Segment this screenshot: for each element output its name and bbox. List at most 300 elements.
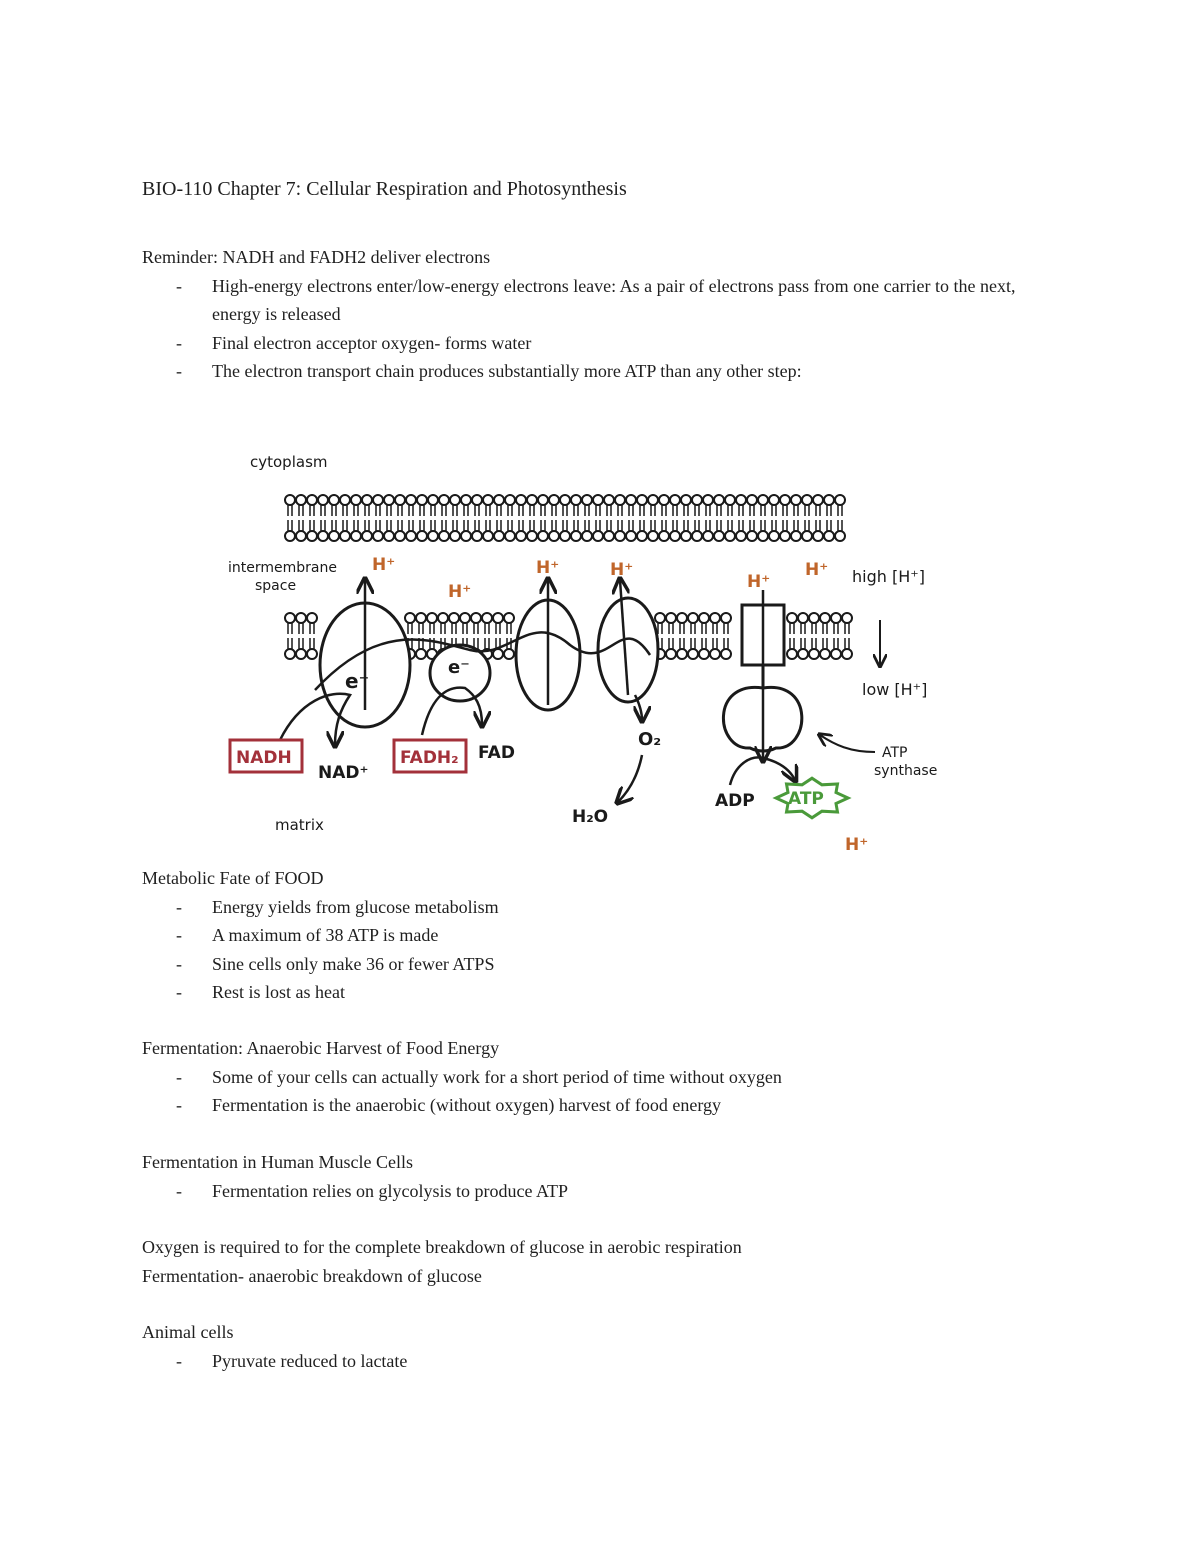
- phospholipid-tail: [288, 505, 292, 516]
- list-item: [142, 1177, 1042, 1206]
- section-fermentation: [142, 1034, 1042, 1120]
- phospholipid-head: [809, 613, 819, 623]
- phospholipid-head: [802, 495, 812, 505]
- phospholipid-tail: [485, 623, 489, 634]
- phospholipid-tail: [805, 520, 809, 531]
- phospholipid-head: [538, 531, 548, 541]
- phospholipid-tail: [409, 505, 413, 516]
- phospholipid-head: [637, 531, 647, 541]
- phospholipid-head: [549, 531, 559, 541]
- nad-label: NAD⁺: [318, 763, 369, 783]
- phospholipid-tail: [354, 520, 358, 531]
- phospholipid-tail: [585, 505, 589, 516]
- outer-membrane: [285, 495, 845, 541]
- phospholipid-tail: [706, 505, 710, 516]
- phospholipid-tail: [321, 505, 325, 516]
- section-heading: Fermentation in Human Muscle Cells: [142, 1152, 413, 1172]
- phospholipid-tail: [508, 520, 512, 531]
- phospholipid-tail: [691, 623, 695, 634]
- phospholipid-head: [416, 613, 426, 623]
- phospholipid-head: [329, 495, 339, 505]
- phospholipid-tail: [419, 623, 423, 634]
- phospholipid-tail: [695, 520, 699, 531]
- list-item-text: High-energy electrons enter/low-energy electrons leave: As a pair of electrons pass from one carrier to the next, energy is released: [212, 275, 1016, 324]
- phospholipid-tail: [816, 505, 820, 516]
- list-item-text: Fermentation is the anaerobic (without oxygen) harvest of food energy: [212, 1095, 722, 1115]
- phospholipid-tail: [442, 505, 446, 516]
- bullet-list: [142, 1063, 1042, 1120]
- phospholipid-head: [842, 613, 852, 623]
- cytoplasm-label: cytoplasm: [250, 453, 328, 471]
- section-heading: Fermentation: Anaerobic Harvest of Food Energy: [142, 1038, 500, 1058]
- phospholipid-head: [831, 613, 841, 623]
- phospholipid-tail: [790, 638, 794, 649]
- oxygen-label: O₂: [638, 729, 662, 750]
- phospholipid-head: [571, 495, 581, 505]
- phospholipid-tail: [430, 638, 434, 649]
- phospholipid-head: [450, 531, 460, 541]
- phospholipid-tail: [408, 623, 412, 634]
- phospholipid-head: [813, 531, 823, 541]
- phospholipid-tail: [507, 623, 511, 634]
- proton-label: H⁺: [372, 555, 396, 575]
- phospholipid-tail: [739, 505, 743, 516]
- phospholipid-head: [285, 613, 295, 623]
- phospholipid-tail: [669, 638, 673, 649]
- phospholipid-head: [747, 531, 757, 541]
- list-item-text: The electron transport chain produces substantially more ATP than any other step:: [212, 361, 802, 381]
- bullet-dash: -: [176, 925, 182, 945]
- phospholipid-head: [296, 649, 306, 659]
- phospholipid-tail: [343, 520, 347, 531]
- phospholipid-head: [329, 531, 339, 541]
- phospholipid-tail: [288, 520, 292, 531]
- phospholipid-tail: [464, 520, 468, 531]
- phospholipid-head: [405, 613, 415, 623]
- phospholipid-tail: [607, 505, 611, 516]
- phospholipid-head: [721, 649, 731, 659]
- bullet-list: [142, 1177, 1042, 1206]
- phospholipid-tail: [441, 623, 445, 634]
- phospholipid-head: [835, 531, 845, 541]
- phospholipid-head: [307, 531, 317, 541]
- phospholipid-head: [384, 531, 394, 541]
- phospholipid-tail: [761, 520, 765, 531]
- phospholipid-tail: [376, 520, 380, 531]
- phospholipid-tail: [640, 505, 644, 516]
- bullet-dash: -: [176, 1066, 182, 1087]
- phospholipid-tail: [651, 505, 655, 516]
- phospholipid-head: [373, 495, 383, 505]
- phospholipid-tail: [812, 638, 816, 649]
- phospholipid-head: [505, 531, 515, 541]
- phospholipid-head: [538, 495, 548, 505]
- phospholipid-head: [395, 495, 405, 505]
- phospholipid-head: [307, 613, 317, 623]
- section-heading: Reminder: NADH and FADH2 deliver electrons: [142, 247, 491, 267]
- synthase-pointer: [820, 735, 875, 752]
- bullet-dash: -: [176, 332, 182, 353]
- section-reminder: [142, 243, 1042, 386]
- list-item-text: Energy yields from glucose metabolism: [212, 896, 499, 917]
- phospholipid-tail: [387, 520, 391, 531]
- phospholipid-tail: [310, 505, 314, 516]
- phospholipid-head: [516, 495, 526, 505]
- phospholipid-tail: [299, 505, 303, 516]
- phospholipid-head: [340, 531, 350, 541]
- phospholipid-tail: [684, 505, 688, 516]
- phospholipid-tail: [827, 520, 831, 531]
- phospholipid-tail: [463, 623, 467, 634]
- phospholipid-head: [494, 495, 504, 505]
- phospholipid-tail: [728, 520, 732, 531]
- bullet-list: [142, 893, 1042, 1007]
- phospholipid-tail: [805, 505, 809, 516]
- bullet-dash: -: [176, 1350, 182, 1371]
- note-line: Oxygen is required to for the complete breakdown of glucose in aerobic respiration: [142, 1237, 742, 1257]
- phospholipid-tail: [486, 505, 490, 516]
- list-item: [142, 272, 1042, 329]
- list-item-text: Fermentation relies on glycolysis to produce ATP: [212, 1180, 568, 1201]
- matrix-label: matrix: [275, 816, 324, 834]
- phospholipid-tail: [750, 505, 754, 516]
- phospholipid-tail: [474, 623, 478, 634]
- phospholipid-tail: [739, 520, 743, 531]
- phospholipid-head: [714, 495, 724, 505]
- phospholipid-head: [721, 613, 731, 623]
- phospholipid-head: [692, 531, 702, 541]
- phospholipid-head: [395, 531, 405, 541]
- phospholipid-tail: [420, 505, 424, 516]
- phospholipid-head: [681, 531, 691, 541]
- phospholipid-head: [351, 495, 361, 505]
- high-concentration-label: high [H⁺]: [852, 567, 925, 586]
- proton-label: H⁺: [747, 572, 771, 592]
- phospholipid-tail: [431, 505, 435, 516]
- phospholipid-tail: [790, 623, 794, 634]
- fadh2-label: FADH₂: [400, 748, 459, 768]
- phospholipid-tail: [691, 638, 695, 649]
- phospholipid-head: [791, 531, 801, 541]
- phospholipid-tail: [680, 623, 684, 634]
- phospholipid-tail: [717, 520, 721, 531]
- proton-label: H⁺: [610, 560, 634, 580]
- phospholipid-head: [450, 495, 460, 505]
- phospholipid-tail: [629, 520, 633, 531]
- phospholipid-head: [842, 649, 852, 659]
- phospholipid-head: [659, 531, 669, 541]
- adp-label: ADP: [715, 791, 755, 811]
- phospholipid-head: [307, 649, 317, 659]
- phospholipid-tail: [398, 520, 402, 531]
- intermembrane-label: intermembrane: [228, 560, 337, 576]
- phospholipid-tail: [552, 520, 556, 531]
- phospholipid-tail: [530, 520, 534, 531]
- phospholipid-head: [340, 495, 350, 505]
- phospholipid-head: [758, 531, 768, 541]
- phospholipid-tail: [321, 520, 325, 531]
- phospholipid-tail: [519, 505, 523, 516]
- proton-label: H⁺: [536, 558, 560, 578]
- phospholipid-head: [296, 613, 306, 623]
- phospholipid-head: [648, 495, 658, 505]
- phospholipid-tail: [783, 505, 787, 516]
- low-concentration-label: low [H⁺]: [862, 680, 928, 699]
- phospholipid-tail: [618, 505, 622, 516]
- fad-label: FAD: [478, 743, 515, 763]
- bullet-list: [142, 1347, 1042, 1376]
- phospholipid-tail: [519, 520, 523, 531]
- phospholipid-head: [318, 531, 328, 541]
- phospholipid-head: [780, 495, 790, 505]
- phospholipid-tail: [662, 520, 666, 531]
- water-arrow: [618, 755, 642, 802]
- phospholipid-head: [351, 531, 361, 541]
- list-item-text: Sine cells only make 36 or fewer ATPS: [212, 953, 495, 974]
- phospholipid-head: [483, 531, 493, 541]
- phospholipid-head: [438, 613, 448, 623]
- phospholipid-tail: [607, 520, 611, 531]
- bullet-dash: -: [176, 1180, 182, 1201]
- phospholipid-head: [582, 495, 592, 505]
- phospholipid-tail: [812, 623, 816, 634]
- phospholipid-tail: [530, 505, 534, 516]
- phospholipid-head: [626, 495, 636, 505]
- section-animal-cells: [142, 1318, 1042, 1375]
- phospholipid-head: [791, 495, 801, 505]
- phospholipid-head: [505, 495, 515, 505]
- phospholipid-head: [527, 531, 537, 541]
- bullet-dash: -: [176, 361, 182, 381]
- section-heading: Metabolic Fate of FOOD: [142, 868, 324, 888]
- phospholipid-head: [604, 495, 614, 505]
- phospholipid-head: [285, 495, 295, 505]
- phospholipid-tail: [823, 623, 827, 634]
- phospholipid-tail: [684, 520, 688, 531]
- water-label: H₂O: [572, 807, 609, 827]
- phospholipid-tail: [299, 623, 303, 634]
- phospholipid-tail: [834, 623, 838, 634]
- list-item: [142, 893, 1042, 922]
- phospholipid-tail: [695, 505, 699, 516]
- phospholipid-tail: [475, 520, 479, 531]
- phospholipid-tail: [794, 520, 798, 531]
- list-item-text: Some of your cells can actually work for a short period of time without oxygen: [212, 1066, 782, 1087]
- phospholipid-tail: [783, 520, 787, 531]
- phospholipid-head: [427, 613, 437, 623]
- phospholipid-head: [626, 531, 636, 541]
- phospholipid-head: [703, 495, 713, 505]
- phospholipid-tail: [486, 520, 490, 531]
- phospholipid-tail: [398, 505, 402, 516]
- phospholipid-tail: [838, 505, 842, 516]
- phospholipid-head: [666, 613, 676, 623]
- phospholipid-head: [428, 531, 438, 541]
- phospholipid-head: [483, 495, 493, 505]
- phospholipid-tail: [288, 623, 292, 634]
- phospholipid-head: [516, 531, 526, 541]
- phospholipid-tail: [772, 505, 776, 516]
- phospholipid-head: [560, 531, 570, 541]
- phospholipid-tail: [827, 505, 831, 516]
- phospholipid-head: [677, 649, 687, 659]
- phospholipid-head: [296, 495, 306, 505]
- phospholipid-head: [461, 531, 471, 541]
- phospholipid-head: [813, 495, 823, 505]
- list-item: [142, 329, 1042, 358]
- list-item: [142, 1347, 1042, 1376]
- list-item-text: Rest is lost as heat: [212, 982, 345, 1002]
- phospholipid-head: [593, 531, 603, 541]
- phospholipid-tail: [596, 505, 600, 516]
- phospholipid-tail: [724, 623, 728, 634]
- phospholipid-head: [615, 531, 625, 541]
- phospholipid-tail: [332, 505, 336, 516]
- phospholipid-tail: [651, 520, 655, 531]
- phospholipid-tail: [409, 520, 413, 531]
- phospholipid-head: [820, 649, 830, 659]
- phospholipid-head: [688, 613, 698, 623]
- phospholipid-tail: [464, 505, 468, 516]
- section-heading: Animal cells: [142, 1322, 234, 1342]
- phospholipid-tail: [365, 505, 369, 516]
- phospholipid-head: [571, 531, 581, 541]
- phospholipid-head: [449, 613, 459, 623]
- phospholipid-tail: [420, 520, 424, 531]
- phospholipid-tail: [816, 520, 820, 531]
- phospholipid-head: [831, 649, 841, 659]
- phospholipid-head: [493, 613, 503, 623]
- phospholipid-head: [710, 649, 720, 659]
- phospholipid-head: [802, 531, 812, 541]
- phospholipid-head: [285, 531, 295, 541]
- phospholipid-head: [809, 649, 819, 659]
- phospholipid-tail: [310, 520, 314, 531]
- phospholipid-tail: [680, 638, 684, 649]
- section-oxygen-notes: [142, 1233, 1042, 1290]
- phospholipid-head: [758, 495, 768, 505]
- phospholipid-head: [296, 531, 306, 541]
- phospholipid-tail: [728, 505, 732, 516]
- phospholipid-head: [798, 649, 808, 659]
- phospholipid-head: [593, 495, 603, 505]
- phospholipid-head: [417, 495, 427, 505]
- phospholipid-tail: [452, 623, 456, 634]
- phospholipid-tail: [574, 520, 578, 531]
- etc-diagram-svg: [210, 440, 970, 860]
- list-item: [142, 357, 1042, 386]
- phospholipid-head: [560, 495, 570, 505]
- phospholipid-tail: [541, 505, 545, 516]
- phospholipid-head: [835, 495, 845, 505]
- phospholipid-head: [406, 531, 416, 541]
- phospholipid-tail: [475, 505, 479, 516]
- section-metabolic-fate: [142, 864, 1042, 1007]
- phospholipid-head: [482, 613, 492, 623]
- phospholipid-head: [494, 531, 504, 541]
- phospholipid-head: [439, 531, 449, 541]
- phospholipid-head: [648, 531, 658, 541]
- phospholipid-head: [285, 649, 295, 659]
- phospholipid-head: [824, 495, 834, 505]
- phospholipid-head: [604, 531, 614, 541]
- phospholipid-head: [615, 495, 625, 505]
- phospholipid-tail: [343, 505, 347, 516]
- phospholipid-tail: [496, 623, 500, 634]
- phospholipid-head: [670, 495, 680, 505]
- list-item: [142, 950, 1042, 979]
- page-title: BIO-110 Chapter 7: Cellular Respiration and Photosynthesis: [142, 178, 627, 200]
- phospholipid-tail: [662, 505, 666, 516]
- intermembrane-label: space: [255, 578, 297, 594]
- phospholipid-tail: [310, 623, 314, 634]
- phospholipid-tail: [596, 520, 600, 531]
- phospholipid-tail: [563, 520, 567, 531]
- phospholipid-head: [780, 531, 790, 541]
- bullet-list: [142, 272, 1042, 386]
- phospholipid-head: [504, 613, 514, 623]
- atp-label: ATP: [788, 789, 824, 809]
- phospholipid-head: [504, 649, 514, 659]
- proton-label: H⁺: [845, 835, 869, 855]
- bullet-dash: -: [176, 896, 182, 917]
- phospholipid-head: [677, 613, 687, 623]
- phospholipid-tail: [299, 520, 303, 531]
- phospholipid-tail: [801, 638, 805, 649]
- phospholipid-tail: [724, 638, 728, 649]
- phospholipid-head: [439, 495, 449, 505]
- phospholipid-head: [798, 613, 808, 623]
- phospholipid-head: [655, 613, 665, 623]
- phospholipid-head: [384, 495, 394, 505]
- electron-label: e⁻: [345, 669, 370, 693]
- phospholipid-head: [681, 495, 691, 505]
- bullet-dash: -: [176, 275, 182, 296]
- phospholipid-tail: [497, 520, 501, 531]
- phospholipid-head: [362, 495, 372, 505]
- phospholipid-tail: [702, 623, 706, 634]
- phospholipid-head: [725, 495, 735, 505]
- phospholipid-tail: [453, 520, 457, 531]
- phospholipid-tail: [761, 505, 765, 516]
- phospholipid-tail: [845, 638, 849, 649]
- phospholipid-tail: [706, 520, 710, 531]
- phospholipid-head: [472, 531, 482, 541]
- phospholipid-head: [787, 649, 797, 659]
- phospholipid-head: [659, 495, 669, 505]
- phospholipid-head: [787, 613, 797, 623]
- phospholipid-tail: [834, 638, 838, 649]
- phospholipid-tail: [618, 520, 622, 531]
- phospholipid-head: [688, 649, 698, 659]
- phospholipid-head: [703, 531, 713, 541]
- phospholipid-head: [417, 531, 427, 541]
- phospholipid-head: [416, 649, 426, 659]
- phospholipid-tail: [673, 505, 677, 516]
- bullet-dash: -: [176, 1095, 182, 1115]
- phospholipid-tail: [288, 638, 292, 649]
- phospholipid-tail: [431, 520, 435, 531]
- phospholipid-head: [362, 531, 372, 541]
- phospholipid-tail: [717, 505, 721, 516]
- phospholipid-tail: [376, 505, 380, 516]
- phospholipid-head: [307, 495, 317, 505]
- phospholipid-head: [692, 495, 702, 505]
- phospholipid-head: [714, 531, 724, 541]
- phospholipid-tail: [310, 638, 314, 649]
- phospholipid-tail: [823, 638, 827, 649]
- list-item-text: A maximum of 38 ATP is made: [212, 925, 439, 945]
